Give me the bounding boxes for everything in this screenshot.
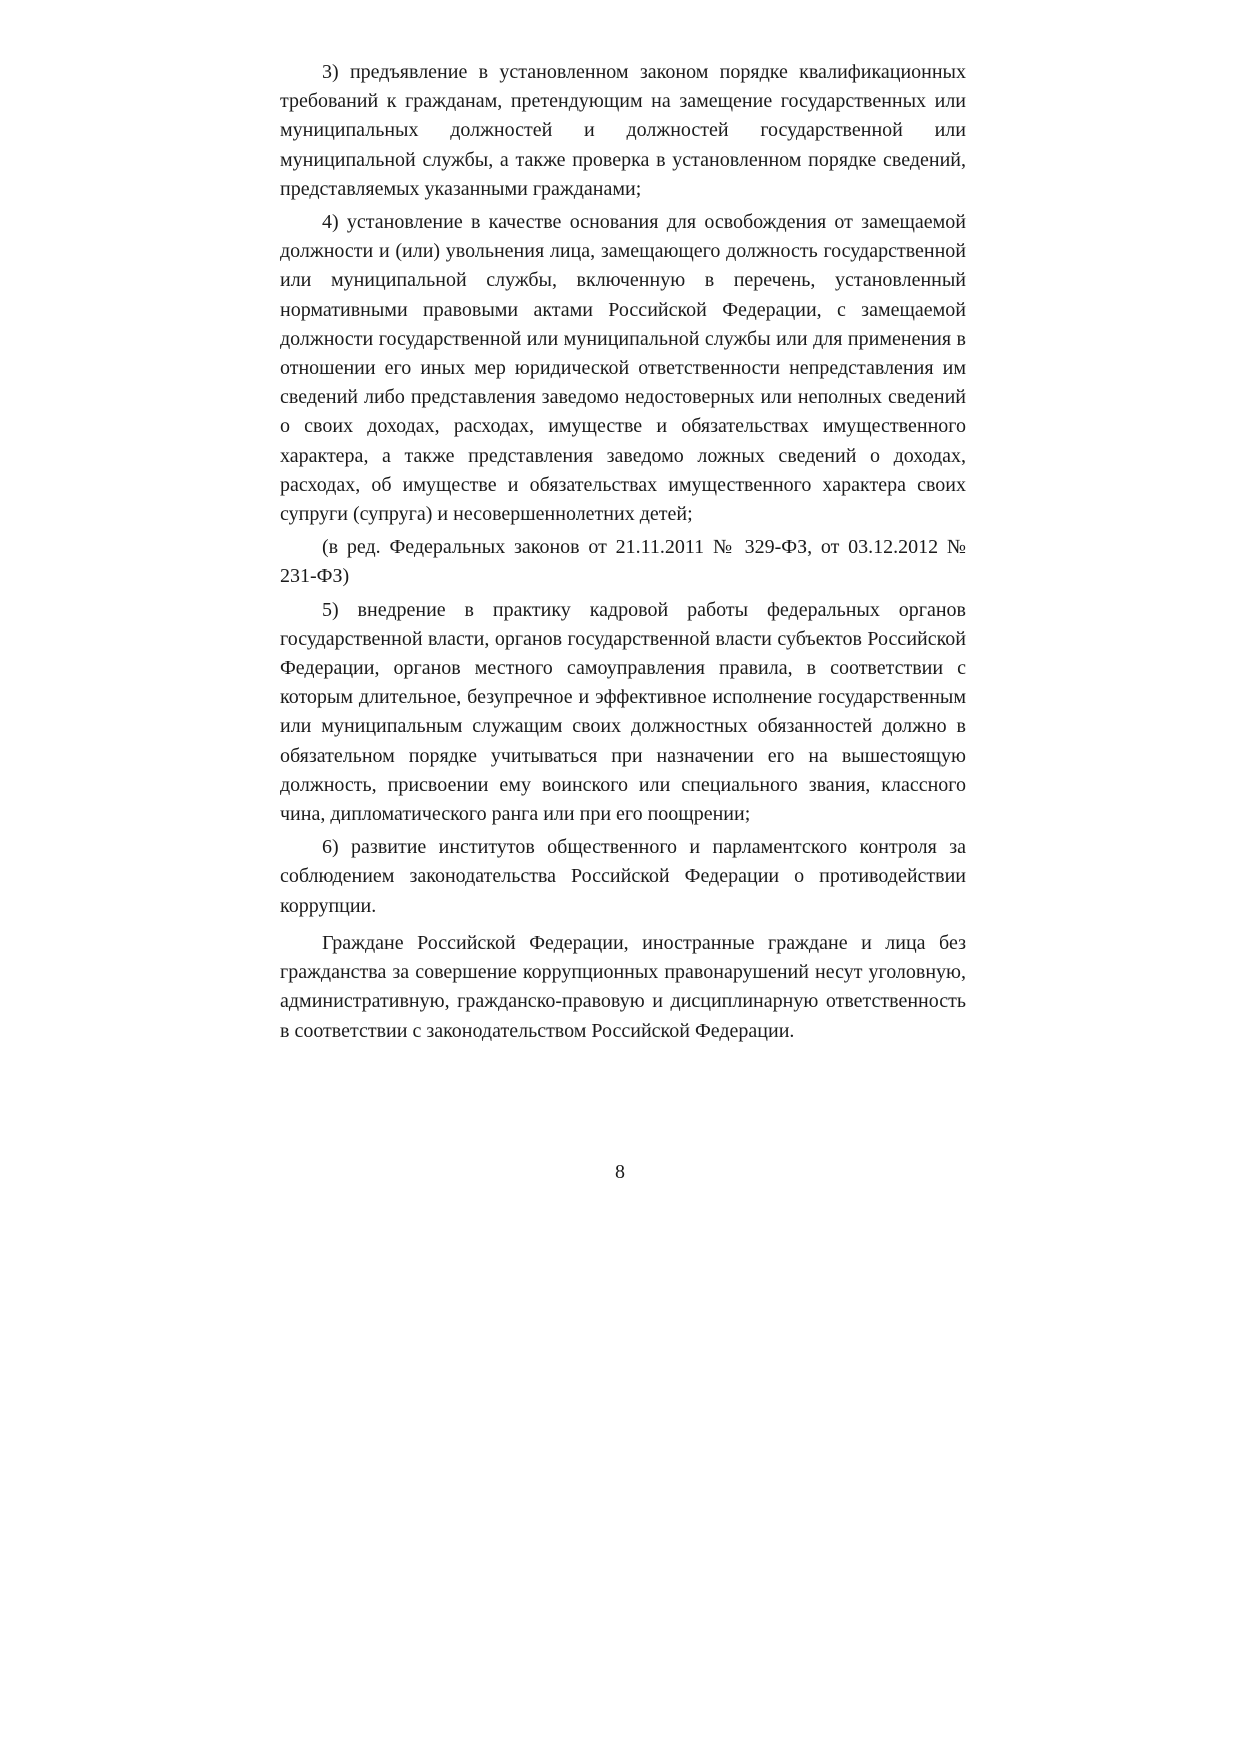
paragraph-item-4: 4) установление в качестве основания для освобождения от замещаемой должности и (или) увольнения лица, замещающего должность государственной или муниципальной службы, включенную в перечень, установленный нормативными правовыми актами Российской Федерации, с замещаемой должности государственной или муниципальной службы или для применения в отношении его иных мер юридической ответственности непредставления им сведений либо представления заведомо недостоверных или неполных сведений о своих доходах, расходах, имуществе и обязательствах имущественного характера, а также представления заведомо ложных сведений о доходах, расходах, об имуществе и обязательствах имущественного характера своих супруги (супруга) и несовершеннолетних детей; xyxy=(280,211,966,526)
paragraph-amendment-note: (в ред. Федеральных законов от 21.11.2011 № 329-ФЗ, от 03.12.2012 № 231-ФЗ) xyxy=(280,536,966,588)
document-body xyxy=(280,58,966,1050)
paragraph-item-3: 3) предъявление в установленном законом порядке квалификационных требований к гражданам, претендующим на замещение государственных или муниципальных должностей и должностей государственной или муниципальной службы, а также проверка в установленном порядке сведений, представляемых указанными гражданами; xyxy=(280,61,966,200)
page-number: 8 xyxy=(615,1161,625,1183)
paragraph-liability: Граждане Российской Федерации, иностранные граждане и лица без гражданства за совершение коррупционных правонарушений несут уголовную, административную, гражданско-правовую и дисциплинарную ответственность в соответствии с законодательством Российской Федерации. xyxy=(280,931,966,1042)
paragraph-item-5: 5) внедрение в практику кадровой работы федеральных органов государственной власти, органов государственной власти субъектов Российской Федерации, органов местного самоуправления правила, в соответствии с которым длительное, безупречное и эффективное исполнение государственным или муниципальным служащим своих должностных обязанностей должно в обязательном порядке учитываться при назначении его на вышестоящую должность, присвоении ему воинского или специального звания, классного чина, дипломатического ранга или при его поощрении; xyxy=(280,598,966,826)
paragraph-item-6: 6) развитие институтов общественного и парламентского контроля за соблюдением законодательства Российской Федерации о противодействии коррупции. xyxy=(280,836,966,917)
